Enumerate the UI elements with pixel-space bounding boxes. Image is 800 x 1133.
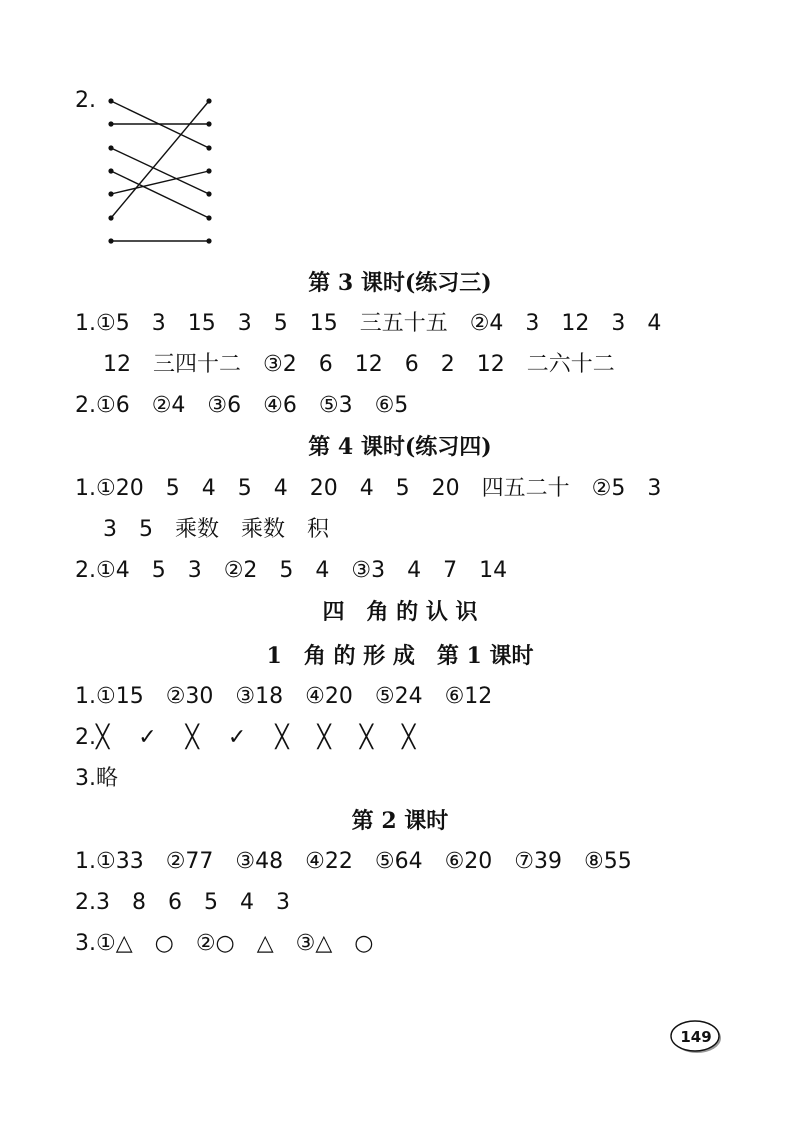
match-dot [206, 191, 211, 196]
lesson2-q2: 2.3 8 6 5 4 3 [75, 890, 290, 915]
page-number-badge [669, 1019, 723, 1055]
lesson2-q3: 3.①△ ○ ②○ △ ③△ ○ [75, 931, 374, 956]
match-line [111, 171, 209, 218]
lesson3-heading: 第 3 课时(练习三) [308, 270, 492, 296]
unit4-q3: 3.略 [75, 766, 118, 791]
lesson4-q1-line1: 1.①20 5 4 5 4 20 4 5 20 四五二十 ②5 3 [75, 476, 662, 501]
page-number: 149 [680, 1028, 712, 1046]
match-dot [206, 168, 211, 173]
unit4-section-heading: 1 角 的 形 成 第 1 课时 [266, 643, 534, 669]
match-dot [108, 238, 113, 243]
match-line [111, 171, 209, 194]
match-dot [206, 238, 211, 243]
match-dot [206, 215, 211, 220]
lesson4-q1-line2: 3 5 乘数 乘数 积 [103, 517, 329, 542]
lesson2-q1: 1.①33 ②77 ③48 ④22 ⑤64 ⑥20 ⑦39 ⑧55 [75, 849, 632, 874]
unit4-q2: 2.╳ ✓ ╳ ✓ ╳ ╳ ╳ ╳ [75, 725, 416, 750]
match-dot [206, 145, 211, 150]
match-dot [108, 145, 113, 150]
matching-diagram [100, 90, 220, 250]
matching-question-number: 2. [75, 88, 96, 113]
match-dot [206, 121, 211, 126]
match-dot [206, 98, 211, 103]
match-dot [108, 215, 113, 220]
match-line [111, 148, 209, 194]
unit4-title: 四 角 的 认 识 [322, 599, 478, 625]
lesson3-q1-line1: 1.①5 3 15 3 5 15 三五十五 ②4 3 12 3 4 [75, 311, 662, 336]
lesson4-q2: 2.①4 5 3 ②2 5 4 ③3 4 7 14 [75, 558, 508, 583]
lesson3-q2: 2.①6 ②4 ③6 ④6 ⑤3 ⑥5 [75, 393, 409, 418]
match-line [111, 101, 209, 218]
lesson2-heading: 第 2 课时 [351, 808, 449, 834]
match-dot [108, 168, 113, 173]
lesson4-heading: 第 4 课时(练习四) [308, 434, 492, 460]
match-dot [108, 98, 113, 103]
lesson3-q1-line2: 12 三四十二 ③2 6 12 6 2 12 二六十二 [103, 352, 615, 377]
match-dot [108, 121, 113, 126]
unit4-q1: 1.①15 ②30 ③18 ④20 ⑤24 ⑥12 [75, 684, 493, 709]
match-dot [108, 191, 113, 196]
